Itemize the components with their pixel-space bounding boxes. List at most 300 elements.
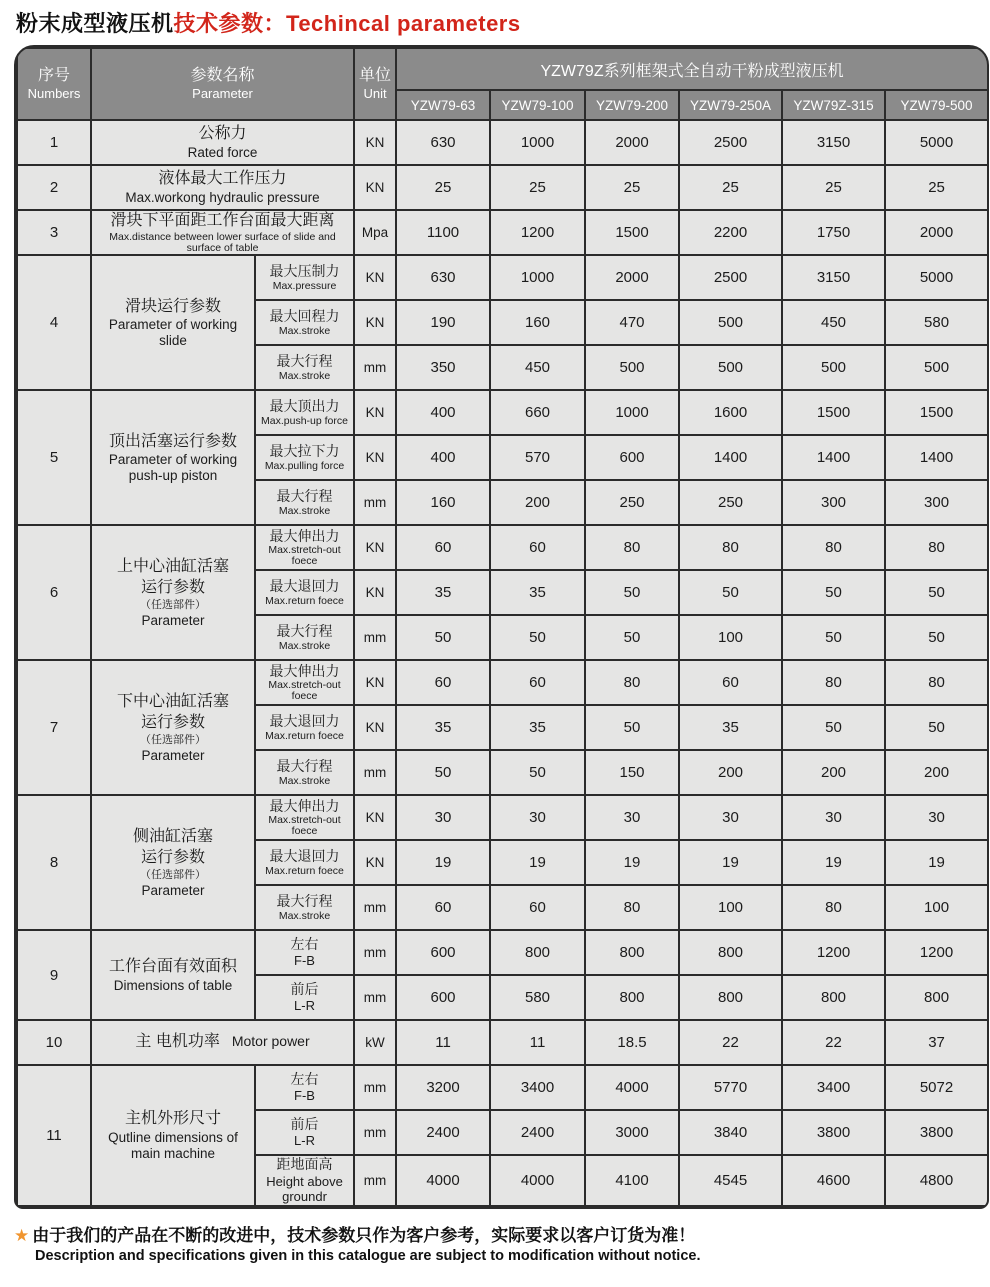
value-cell: 4800 bbox=[885, 1155, 988, 1206]
parameter-en: Parameter bbox=[141, 612, 205, 628]
value-cell: 160 bbox=[490, 300, 585, 345]
value-cell: 22 bbox=[679, 1020, 782, 1065]
value-cell: 2500 bbox=[679, 255, 782, 300]
value-cell: 5000 bbox=[885, 255, 988, 300]
header-unit bbox=[354, 48, 396, 120]
value-cell: 400 bbox=[396, 390, 490, 435]
subparameter-cell bbox=[255, 345, 354, 390]
value-cell: 80 bbox=[782, 660, 885, 705]
row-number-cell: 8 bbox=[17, 795, 91, 930]
value-cell: 19 bbox=[490, 840, 585, 885]
subparameter-en: Height above groundr bbox=[266, 1173, 343, 1205]
parameter-en: Motor power bbox=[231, 1033, 310, 1050]
unit-cell: Mpa bbox=[354, 210, 396, 255]
value-cell: 19 bbox=[585, 840, 679, 885]
header-parameter bbox=[91, 48, 354, 120]
subparameter-cell bbox=[255, 1110, 354, 1155]
subparameter-zh: 前后 bbox=[290, 1115, 319, 1132]
subparameter-cell bbox=[255, 435, 354, 480]
value-cell: 50 bbox=[782, 615, 885, 660]
value-cell: 19 bbox=[396, 840, 490, 885]
value-cell: 37 bbox=[885, 1020, 988, 1065]
subparameter-en: Max.stretch-out foece bbox=[268, 814, 341, 838]
value-cell: 1500 bbox=[885, 390, 988, 435]
subparameter-zh: 最大行程 bbox=[276, 893, 333, 910]
row-number-cell: 4 bbox=[17, 255, 91, 390]
value-cell: 100 bbox=[679, 885, 782, 930]
value-cell: 80 bbox=[782, 885, 885, 930]
subparameter-cell bbox=[255, 975, 354, 1020]
parameter-note: （任选部件） bbox=[140, 734, 206, 747]
value-cell: 80 bbox=[885, 660, 988, 705]
value-cell: 4100 bbox=[585, 1155, 679, 1206]
parameter-en: Parameter of working slide bbox=[108, 317, 238, 348]
subparameter-en: Max.stretch-out foece bbox=[268, 679, 341, 703]
parameter-zh-line2: 运行参数 bbox=[140, 578, 205, 596]
value-cell: 800 bbox=[885, 975, 988, 1020]
value-cell: 50 bbox=[490, 615, 585, 660]
value-cell: 19 bbox=[885, 840, 988, 885]
value-cell: 800 bbox=[585, 930, 679, 975]
value-cell: 11 bbox=[396, 1020, 490, 1065]
parameter-cell bbox=[91, 210, 354, 255]
value-cell: 22 bbox=[782, 1020, 885, 1065]
unit-cell: mm bbox=[354, 1155, 396, 1206]
parameter-cell bbox=[91, 660, 255, 795]
parameter-note: （任选部件） bbox=[140, 599, 206, 612]
model-header-5: YZW79-500 bbox=[885, 90, 988, 120]
value-cell: 3400 bbox=[782, 1065, 885, 1110]
subparameter-en: L-R bbox=[294, 998, 315, 1014]
value-cell: 60 bbox=[396, 660, 490, 705]
value-cell: 3840 bbox=[679, 1110, 782, 1155]
value-cell: 25 bbox=[782, 165, 885, 210]
subparameter-zh: 最大退回力 bbox=[269, 578, 340, 595]
subparameter-en: Max.return foece bbox=[265, 594, 344, 607]
parameter-en: Parameter of working push-up piston bbox=[108, 452, 238, 483]
header-unit-zh: 单位 bbox=[359, 67, 392, 85]
value-cell: 1750 bbox=[782, 210, 885, 255]
subparameter-cell bbox=[255, 570, 354, 615]
value-cell: 160 bbox=[396, 480, 490, 525]
subparameter-zh: 前后 bbox=[290, 980, 319, 997]
unit-cell: KN bbox=[354, 795, 396, 840]
parameter-cell bbox=[91, 120, 354, 165]
parameter-zh: 滑块下平面距工作台面最大距离 bbox=[110, 212, 335, 230]
unit-cell: mm bbox=[354, 345, 396, 390]
subparameter-cell bbox=[255, 885, 354, 930]
unit-cell: KN bbox=[354, 660, 396, 705]
unit-cell: KN bbox=[354, 300, 396, 345]
subparameter-en: Max.pressure bbox=[272, 279, 337, 292]
value-cell: 200 bbox=[490, 480, 585, 525]
value-cell: 1000 bbox=[490, 120, 585, 165]
value-cell: 80 bbox=[585, 885, 679, 930]
value-cell: 35 bbox=[679, 705, 782, 750]
value-cell: 80 bbox=[679, 525, 782, 570]
value-cell: 50 bbox=[782, 570, 885, 615]
parameter-cell bbox=[91, 165, 354, 210]
value-cell: 35 bbox=[490, 705, 585, 750]
title-black: 粉末成型液压机 bbox=[16, 11, 174, 36]
subparameter-en: Max.stroke bbox=[278, 639, 331, 652]
subparameter-cell bbox=[255, 480, 354, 525]
value-cell: 600 bbox=[396, 975, 490, 1020]
value-cell: 600 bbox=[396, 930, 490, 975]
value-cell: 4000 bbox=[396, 1155, 490, 1206]
value-cell: 600 bbox=[585, 435, 679, 480]
parameter-cell bbox=[91, 930, 255, 1020]
parameter-zh: 液体最大工作压力 bbox=[158, 170, 287, 188]
subparameter-cell bbox=[255, 1155, 354, 1206]
unit-cell: mm bbox=[354, 480, 396, 525]
parameter-cell bbox=[91, 390, 255, 525]
value-cell: 50 bbox=[885, 615, 988, 660]
value-cell: 60 bbox=[490, 885, 585, 930]
parameter-zh: 滑块运行参数 bbox=[124, 297, 221, 315]
unit-cell: KN bbox=[354, 525, 396, 570]
value-cell: 800 bbox=[585, 975, 679, 1020]
value-cell: 5072 bbox=[885, 1065, 988, 1110]
parameter-cell bbox=[91, 795, 255, 930]
model-header-2: YZW79-200 bbox=[585, 90, 679, 120]
subparameter-en: Max.stroke bbox=[278, 369, 331, 382]
parameters-table bbox=[16, 47, 989, 1207]
value-cell: 60 bbox=[490, 525, 585, 570]
parameter-zh: 上中心油缸活塞 bbox=[116, 557, 229, 575]
header-series-title: YZW79Z系列框架式全自动干粉成型液压机 bbox=[396, 48, 988, 90]
value-cell: 4545 bbox=[679, 1155, 782, 1206]
model-header-4: YZW79Z-315 bbox=[782, 90, 885, 120]
value-cell: 50 bbox=[885, 705, 988, 750]
value-cell: 30 bbox=[396, 795, 490, 840]
value-cell: 630 bbox=[396, 255, 490, 300]
header-numbers bbox=[17, 48, 91, 120]
footnote-en: Description and specifications given in this catalogue are subject to modification without notice. bbox=[35, 1247, 701, 1264]
value-cell: 30 bbox=[885, 795, 988, 840]
value-cell: 25 bbox=[679, 165, 782, 210]
subparameter-cell bbox=[255, 660, 354, 705]
value-cell: 500 bbox=[679, 345, 782, 390]
unit-cell: KN bbox=[354, 570, 396, 615]
subparameter-en: F-B bbox=[294, 1088, 315, 1104]
value-cell: 1500 bbox=[585, 210, 679, 255]
value-cell: 25 bbox=[490, 165, 585, 210]
value-cell: 1000 bbox=[585, 390, 679, 435]
parameter-zh: 公称力 bbox=[198, 125, 247, 143]
parameter-zh-line2: 运行参数 bbox=[140, 848, 205, 866]
value-cell: 2000 bbox=[885, 210, 988, 255]
value-cell: 35 bbox=[396, 705, 490, 750]
unit-cell: mm bbox=[354, 1065, 396, 1110]
value-cell: 800 bbox=[679, 930, 782, 975]
value-cell: 580 bbox=[490, 975, 585, 1020]
value-cell: 2000 bbox=[585, 255, 679, 300]
value-cell: 1600 bbox=[679, 390, 782, 435]
unit-cell: KN bbox=[354, 255, 396, 300]
value-cell: 3200 bbox=[396, 1065, 490, 1110]
unit-cell: KN bbox=[354, 390, 396, 435]
value-cell: 500 bbox=[585, 345, 679, 390]
subparameter-zh: 左右 bbox=[290, 1070, 319, 1087]
value-cell: 250 bbox=[679, 480, 782, 525]
value-cell: 100 bbox=[885, 885, 988, 930]
parameter-cell bbox=[91, 255, 255, 390]
value-cell: 50 bbox=[585, 705, 679, 750]
header-parameter-zh: 参数名称 bbox=[190, 67, 255, 85]
value-cell: 800 bbox=[679, 975, 782, 1020]
value-cell: 5770 bbox=[679, 1065, 782, 1110]
value-cell: 800 bbox=[490, 930, 585, 975]
parameter-zh: 下中心油缸活塞 bbox=[116, 692, 229, 710]
value-cell: 4600 bbox=[782, 1155, 885, 1206]
value-cell: 2400 bbox=[490, 1110, 585, 1155]
value-cell: 50 bbox=[782, 705, 885, 750]
parameter-en: Dimensions of table bbox=[113, 977, 233, 993]
parameter-cell bbox=[91, 1065, 255, 1206]
row-number-cell: 3 bbox=[17, 210, 91, 255]
parameter-note: （任选部件） bbox=[140, 869, 206, 882]
value-cell: 3800 bbox=[782, 1110, 885, 1155]
value-cell: 350 bbox=[396, 345, 490, 390]
subparameter-cell bbox=[255, 1065, 354, 1110]
model-header-3: YZW79-250A bbox=[679, 90, 782, 120]
value-cell: 50 bbox=[396, 615, 490, 660]
unit-cell: KN bbox=[354, 120, 396, 165]
value-cell: 25 bbox=[396, 165, 490, 210]
subparameter-cell bbox=[255, 615, 354, 660]
value-cell: 50 bbox=[679, 570, 782, 615]
value-cell: 1000 bbox=[490, 255, 585, 300]
parameter-zh-line2: 运行参数 bbox=[140, 713, 205, 731]
value-cell: 80 bbox=[885, 525, 988, 570]
subparameter-en: Max.stroke bbox=[278, 774, 331, 787]
value-cell: 80 bbox=[782, 525, 885, 570]
unit-cell: KN bbox=[354, 165, 396, 210]
value-cell: 630 bbox=[396, 120, 490, 165]
subparameter-zh: 最大伸出力 bbox=[269, 662, 340, 679]
value-cell: 50 bbox=[885, 570, 988, 615]
star-icon: ★ bbox=[14, 1225, 30, 1245]
subparameter-zh: 最大拉下力 bbox=[269, 443, 340, 460]
value-cell: 50 bbox=[490, 750, 585, 795]
subparameter-cell bbox=[255, 840, 354, 885]
value-cell: 60 bbox=[396, 885, 490, 930]
subparameter-zh: 最大行程 bbox=[276, 623, 333, 640]
value-cell: 2400 bbox=[396, 1110, 490, 1155]
subparameter-en: Max.stroke bbox=[278, 504, 331, 517]
value-cell: 250 bbox=[585, 480, 679, 525]
value-cell: 200 bbox=[679, 750, 782, 795]
value-cell: 1400 bbox=[782, 435, 885, 480]
parameter-en: Rated force bbox=[187, 145, 258, 161]
unit-cell: mm bbox=[354, 975, 396, 1020]
subparameter-zh: 最大压制力 bbox=[269, 263, 340, 280]
unit-cell: mm bbox=[354, 1110, 396, 1155]
value-cell: 2500 bbox=[679, 120, 782, 165]
subparameter-cell bbox=[255, 525, 354, 570]
subparameter-cell bbox=[255, 255, 354, 300]
unit-cell: mm bbox=[354, 615, 396, 660]
subparameter-cell bbox=[255, 930, 354, 975]
header-unit-en: Unit bbox=[363, 85, 387, 101]
value-cell: 1400 bbox=[679, 435, 782, 480]
parameters-table-frame bbox=[14, 45, 989, 1209]
row-number-cell: 1 bbox=[17, 120, 91, 165]
subparameter-en: Max.stroke bbox=[278, 324, 331, 337]
value-cell: 1500 bbox=[782, 390, 885, 435]
header-numbers-en: Numbers bbox=[27, 85, 81, 101]
value-cell: 35 bbox=[490, 570, 585, 615]
unit-cell: mm bbox=[354, 750, 396, 795]
value-cell: 500 bbox=[885, 345, 988, 390]
row-number-cell: 7 bbox=[17, 660, 91, 795]
value-cell: 3400 bbox=[490, 1065, 585, 1110]
footnote-zh: 由于我们的产品在不断的改进中，技术参数只作为客户参考，实际要求以客户订货为准！ bbox=[32, 1225, 696, 1245]
parameter-en: Parameter bbox=[141, 747, 205, 763]
value-cell: 800 bbox=[782, 975, 885, 1020]
value-cell: 30 bbox=[490, 795, 585, 840]
value-cell: 470 bbox=[585, 300, 679, 345]
value-cell: 30 bbox=[782, 795, 885, 840]
subparameter-zh: 最大伸出力 bbox=[269, 527, 340, 544]
subparameter-en: Max.return foece bbox=[265, 729, 344, 742]
subparameter-zh: 左右 bbox=[290, 935, 319, 952]
parameter-zh: 顶出活塞运行参数 bbox=[108, 432, 237, 450]
unit-cell: KN bbox=[354, 705, 396, 750]
row-number-cell: 6 bbox=[17, 525, 91, 660]
value-cell: 5000 bbox=[885, 120, 988, 165]
parameter-zh: 主 电机功率 bbox=[135, 1033, 220, 1051]
value-cell: 200 bbox=[885, 750, 988, 795]
header-parameter-en: Parameter bbox=[192, 85, 253, 101]
value-cell: 190 bbox=[396, 300, 490, 345]
value-cell: 30 bbox=[585, 795, 679, 840]
subparameter-en: L-R bbox=[294, 1133, 315, 1149]
value-cell: 200 bbox=[782, 750, 885, 795]
subparameter-zh: 距地面高 bbox=[276, 1156, 333, 1172]
subparameter-en: Max.return foece bbox=[265, 864, 344, 877]
value-cell: 50 bbox=[585, 570, 679, 615]
unit-cell: mm bbox=[354, 885, 396, 930]
value-cell: 50 bbox=[396, 750, 490, 795]
value-cell: 25 bbox=[585, 165, 679, 210]
subparameter-cell bbox=[255, 390, 354, 435]
subparameter-en: Max.pulling force bbox=[264, 459, 345, 472]
row-number-cell: 10 bbox=[17, 1020, 91, 1065]
parameter-cell bbox=[91, 1020, 354, 1065]
subparameter-cell bbox=[255, 750, 354, 795]
value-cell: 1100 bbox=[396, 210, 490, 255]
value-cell: 570 bbox=[490, 435, 585, 480]
parameter-en: Qutline dimensions of main machine bbox=[108, 1130, 238, 1161]
title-red: 技术参数：Techincal parameters bbox=[173, 11, 521, 36]
value-cell: 450 bbox=[490, 345, 585, 390]
footnote bbox=[14, 1221, 990, 1264]
value-cell: 25 bbox=[885, 165, 988, 210]
subparameter-zh: 最大退回力 bbox=[269, 713, 340, 730]
value-cell: 19 bbox=[679, 840, 782, 885]
value-cell: 580 bbox=[885, 300, 988, 345]
value-cell: 2000 bbox=[585, 120, 679, 165]
value-cell: 50 bbox=[585, 615, 679, 660]
subparameter-zh: 最大行程 bbox=[276, 353, 333, 370]
subparameter-en: F-B bbox=[294, 953, 315, 969]
value-cell: 100 bbox=[679, 615, 782, 660]
value-cell: 400 bbox=[396, 435, 490, 480]
value-cell: 500 bbox=[782, 345, 885, 390]
value-cell: 3000 bbox=[585, 1110, 679, 1155]
subparameter-zh: 最大回程力 bbox=[269, 308, 340, 325]
row-number-cell: 5 bbox=[17, 390, 91, 525]
value-cell: 2200 bbox=[679, 210, 782, 255]
value-cell: 660 bbox=[490, 390, 585, 435]
value-cell: 60 bbox=[679, 660, 782, 705]
parameter-en: Parameter bbox=[141, 882, 205, 898]
subparameter-en: Max.push-up force bbox=[261, 414, 348, 427]
unit-cell: KN bbox=[354, 435, 396, 480]
value-cell: 60 bbox=[490, 660, 585, 705]
value-cell: 18.5 bbox=[585, 1020, 679, 1065]
parameter-zh: 工作台面有效面积 bbox=[108, 957, 237, 975]
row-number-cell: 11 bbox=[17, 1065, 91, 1206]
value-cell: 500 bbox=[679, 300, 782, 345]
value-cell: 3150 bbox=[782, 120, 885, 165]
value-cell: 1200 bbox=[490, 210, 585, 255]
header-numbers-zh: 序号 bbox=[37, 67, 70, 85]
subparameter-zh: 最大行程 bbox=[276, 758, 333, 775]
unit-cell: kW bbox=[354, 1020, 396, 1065]
value-cell: 3150 bbox=[782, 255, 885, 300]
unit-cell: KN bbox=[354, 840, 396, 885]
value-cell: 4000 bbox=[490, 1155, 585, 1206]
row-number-cell: 9 bbox=[17, 930, 91, 1020]
page-title bbox=[0, 0, 990, 45]
subparameter-cell bbox=[255, 795, 354, 840]
parameter-en: Max.workong hydraulic pressure bbox=[125, 190, 320, 206]
model-header-0: YZW79-63 bbox=[396, 90, 490, 120]
value-cell: 150 bbox=[585, 750, 679, 795]
footnote-zh-line bbox=[14, 1221, 990, 1246]
value-cell: 300 bbox=[782, 480, 885, 525]
subparameter-zh: 最大行程 bbox=[276, 488, 333, 505]
subparameter-cell bbox=[255, 705, 354, 750]
parameter-cell bbox=[91, 525, 255, 660]
parameter-en: Max.distance between lower surface of slide and surface of table bbox=[109, 230, 336, 254]
value-cell: 19 bbox=[782, 840, 885, 885]
value-cell: 300 bbox=[885, 480, 988, 525]
value-cell: 80 bbox=[585, 525, 679, 570]
value-cell: 60 bbox=[396, 525, 490, 570]
row-number-cell: 2 bbox=[17, 165, 91, 210]
parameter-zh: 侧油缸活塞 bbox=[132, 827, 213, 845]
subparameter-en: Max.stretch-out foece bbox=[268, 544, 341, 568]
value-cell: 1200 bbox=[885, 930, 988, 975]
subparameter-zh: 最大退回力 bbox=[269, 848, 340, 865]
subparameter-en: Max.stroke bbox=[278, 909, 331, 922]
subparameter-cell bbox=[255, 300, 354, 345]
subparameter-zh: 最大顶出力 bbox=[269, 398, 340, 415]
subparameter-zh: 最大伸出力 bbox=[269, 797, 340, 814]
model-header-1: YZW79-100 bbox=[490, 90, 585, 120]
value-cell: 1200 bbox=[782, 930, 885, 975]
value-cell: 3800 bbox=[885, 1110, 988, 1155]
unit-cell: mm bbox=[354, 930, 396, 975]
value-cell: 11 bbox=[490, 1020, 585, 1065]
value-cell: 80 bbox=[585, 660, 679, 705]
value-cell: 450 bbox=[782, 300, 885, 345]
value-cell: 35 bbox=[396, 570, 490, 615]
